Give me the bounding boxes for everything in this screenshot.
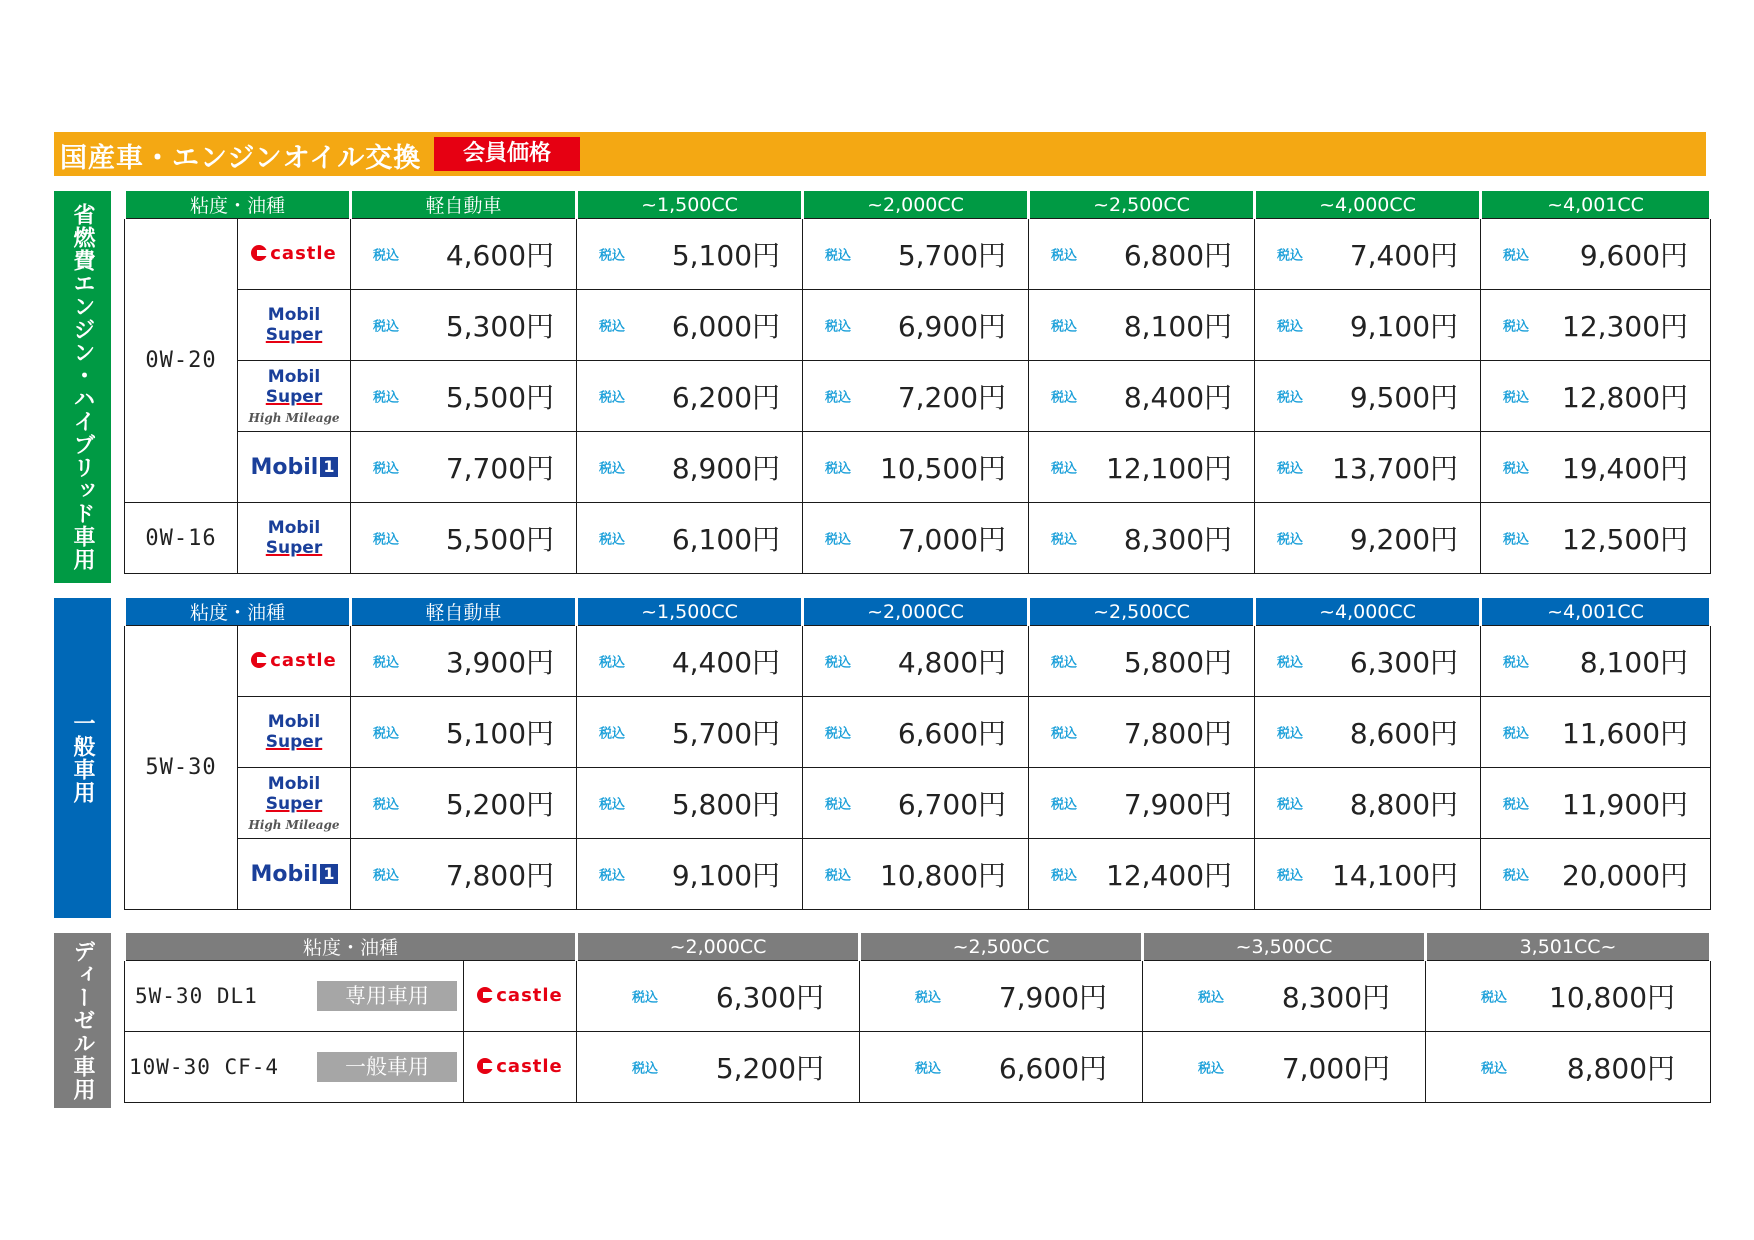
- price-value: 12,400円: [1106, 859, 1233, 892]
- diesel-band-label: ディーゼル車用: [70, 940, 95, 1101]
- price-cell: [1426, 961, 1711, 1032]
- brand-text: Super: [265, 732, 323, 752]
- price-value: 5,500円: [445, 381, 555, 414]
- price-cell: [803, 219, 1029, 290]
- price-cell: [1255, 768, 1481, 839]
- price-cell: [1255, 361, 1481, 432]
- tax-label: 税込: [1503, 726, 1530, 742]
- grade-label: 10W-30 CF-4: [129, 1055, 280, 1079]
- price-cell: [351, 361, 577, 432]
- price-value: 9,600円: [1579, 239, 1689, 272]
- tax-label: 税込: [373, 726, 400, 742]
- price-cell: [1029, 697, 1255, 768]
- price-cell: [351, 768, 577, 839]
- price-cell: [860, 961, 1143, 1032]
- tax-label: 税込: [825, 655, 852, 671]
- brand-text: Mobil: [267, 367, 321, 387]
- tax-label: 税込: [599, 797, 626, 813]
- tax-label: 税込: [1503, 797, 1530, 813]
- price-value: 6,900円: [897, 310, 1007, 343]
- tax-label: 税込: [1277, 532, 1304, 548]
- general-price-table: [123, 598, 1712, 910]
- price-value: 8,300円: [1123, 523, 1233, 556]
- tax-label: 税込: [825, 797, 852, 813]
- table-row: [125, 1032, 1711, 1103]
- header-cell: ~3,500CC: [1143, 933, 1426, 961]
- diesel-grade-cell: [125, 961, 464, 1032]
- tax-label: 税込: [1051, 461, 1078, 477]
- price-value: 6,600円: [998, 1052, 1108, 1085]
- brand-cell: [238, 768, 351, 839]
- header-cell: ~2,500CC: [1029, 598, 1255, 626]
- price-cell: [577, 768, 803, 839]
- price-cell: [1029, 768, 1255, 839]
- price-value: 10,500円: [880, 452, 1007, 485]
- header-cell: ~1,500CC: [577, 598, 803, 626]
- price-value: 12,500円: [1562, 523, 1689, 556]
- price-cell: [1255, 697, 1481, 768]
- price-value: 9,100円: [1349, 310, 1459, 343]
- price-value: 6,300円: [1349, 646, 1459, 679]
- price-cell: [1029, 361, 1255, 432]
- price-cell: [1029, 626, 1255, 697]
- price-value: 5,800円: [1123, 646, 1233, 679]
- price-value: 4,800円: [897, 646, 1007, 679]
- tax-label: 税込: [1277, 655, 1304, 671]
- tax-label: 税込: [1503, 248, 1530, 264]
- price-value: 10,800円: [1549, 981, 1676, 1014]
- price-cell: [351, 290, 577, 361]
- mobil-super-logo: [266, 518, 322, 558]
- grade-label: 5W-30 DL1: [135, 984, 258, 1008]
- price-value: 7,700円: [445, 452, 555, 485]
- tax-label: 税込: [825, 390, 852, 406]
- price-cell: [577, 432, 803, 503]
- castle-mark-icon: [477, 1058, 493, 1074]
- tax-label: 税込: [1503, 390, 1530, 406]
- brand-text: castle: [496, 984, 563, 1006]
- castle-mark-icon: [251, 245, 267, 261]
- price-value: 9,500円: [1349, 381, 1459, 414]
- price-value: 4,600円: [445, 239, 555, 272]
- price-value: 4,400円: [671, 646, 781, 679]
- table-row: [125, 361, 1711, 432]
- tax-label: 税込: [1051, 390, 1078, 406]
- price-value: 8,800円: [1349, 788, 1459, 821]
- price-cell: [577, 361, 803, 432]
- price-cell: [860, 1032, 1143, 1103]
- header-cell: 軽自動車: [351, 598, 577, 626]
- header-cell: ~2,000CC: [577, 933, 860, 961]
- tax-label: 税込: [1503, 319, 1530, 335]
- tax-label: 税込: [599, 655, 626, 671]
- brand-text: castle: [270, 649, 337, 671]
- brand-cell: [464, 961, 577, 1032]
- tax-label: 税込: [1277, 390, 1304, 406]
- price-cell: [1029, 432, 1255, 503]
- table-header: [125, 598, 1711, 626]
- table-row: [125, 768, 1711, 839]
- brand-cell: [238, 432, 351, 503]
- price-value: 5,100円: [445, 717, 555, 750]
- price-value: 5,700円: [897, 239, 1007, 272]
- price-cell: [803, 432, 1029, 503]
- price-cell: [1481, 768, 1711, 839]
- price-value: 6,600円: [897, 717, 1007, 750]
- tax-label: 税込: [1277, 461, 1304, 477]
- price-cell: [577, 1032, 860, 1103]
- brand-cell: [464, 1032, 577, 1103]
- tax-label: 税込: [1277, 248, 1304, 264]
- price-value: 5,100円: [671, 239, 781, 272]
- eco-band-label: 省燃費エンジン・ハイブリッド車用: [70, 203, 95, 571]
- header-cell: 3,501CC~: [1426, 933, 1711, 961]
- brand-cell: [238, 626, 351, 697]
- brand-text: Super: [265, 794, 323, 814]
- header-cell: ~4,001CC: [1481, 191, 1711, 219]
- tax-label: 税込: [825, 248, 852, 264]
- price-value: 11,600円: [1562, 717, 1689, 750]
- tax-label: 税込: [1277, 319, 1304, 335]
- castle-mark-icon: [477, 987, 493, 1003]
- brand-text: castle: [270, 242, 337, 264]
- table-row: [125, 697, 1711, 768]
- diesel-band: [54, 933, 111, 1108]
- diesel-price-table: [123, 933, 1712, 1103]
- brand-text: Mobil: [250, 861, 319, 887]
- castle-logo: [477, 985, 563, 1006]
- price-cell: [351, 839, 577, 910]
- mobil-super-hm-logo: [238, 774, 350, 832]
- price-value: 7,000円: [1281, 1052, 1391, 1085]
- usage-tag: 一般車用: [317, 1052, 457, 1082]
- price-cell: [1481, 503, 1711, 574]
- tax-label: 税込: [825, 868, 852, 884]
- price-cell: [351, 503, 577, 574]
- price-cell: [803, 290, 1029, 361]
- price-value: 9,200円: [1349, 523, 1459, 556]
- price-value: 6,200円: [671, 381, 781, 414]
- price-value: 6,000円: [671, 310, 781, 343]
- header-cell: ~1,500CC: [577, 191, 803, 219]
- header-cell: ~4,000CC: [1255, 598, 1481, 626]
- price-cell: [803, 626, 1029, 697]
- castle-mark-icon: [251, 652, 267, 668]
- tax-label: 税込: [1051, 726, 1078, 742]
- price-cell: [803, 697, 1029, 768]
- price-value: 5,200円: [445, 788, 555, 821]
- eco-price-table: [123, 191, 1712, 574]
- grade-cell: 0W-20: [125, 219, 238, 503]
- castle-logo: [251, 243, 337, 264]
- brand-cell: [238, 219, 351, 290]
- tax-label: 税込: [1481, 1061, 1508, 1077]
- table-row: [125, 503, 1711, 574]
- usage-tag: 専用車用: [317, 981, 457, 1011]
- brand-text: High Mileage: [248, 411, 340, 425]
- header-cell: 粘度・油種: [125, 191, 351, 219]
- price-value: 10,800円: [880, 859, 1007, 892]
- tax-label: 税込: [1503, 461, 1530, 477]
- price-cell: [1255, 432, 1481, 503]
- price-value: 7,800円: [445, 859, 555, 892]
- tax-label: 税込: [599, 461, 626, 477]
- table-header: [125, 191, 1711, 219]
- tax-label: 税込: [599, 868, 626, 884]
- diesel-grade-cell: [125, 1032, 464, 1103]
- price-value: 6,700円: [897, 788, 1007, 821]
- price-value: 7,200円: [897, 381, 1007, 414]
- price-value: 8,100円: [1123, 310, 1233, 343]
- brand-text: High Mileage: [248, 818, 340, 832]
- price-value: 8,900円: [671, 452, 781, 485]
- price-value: 8,100円: [1579, 646, 1689, 679]
- price-value: 5,700円: [671, 717, 781, 750]
- tax-label: 税込: [1051, 319, 1078, 335]
- price-value: 6,100円: [671, 523, 781, 556]
- castle-logo: [477, 1056, 563, 1077]
- tax-label: 税込: [599, 390, 626, 406]
- price-cell: [1481, 361, 1711, 432]
- tax-label: 税込: [373, 390, 400, 406]
- brand-cell: [238, 503, 351, 574]
- brand-text: Super: [265, 538, 323, 558]
- price-cell: [1255, 626, 1481, 697]
- price-value: 8,400円: [1123, 381, 1233, 414]
- price-value: 7,900円: [998, 981, 1108, 1014]
- general-band-label: 一般車用: [70, 712, 95, 804]
- price-cell: [351, 626, 577, 697]
- price-cell: [577, 503, 803, 574]
- tax-label: 税込: [1277, 868, 1304, 884]
- price-cell: [351, 697, 577, 768]
- eco-band: [54, 191, 111, 583]
- price-value: 7,900円: [1123, 788, 1233, 821]
- table-row: [125, 290, 1711, 361]
- price-cell: [1481, 290, 1711, 361]
- price-cell: [1143, 1032, 1426, 1103]
- mobil1-logo: [251, 455, 338, 480]
- tax-label: 税込: [373, 532, 400, 548]
- price-cell: [577, 961, 860, 1032]
- price-cell: [1481, 839, 1711, 910]
- tax-label: 税込: [632, 990, 659, 1006]
- price-value: 8,300円: [1281, 981, 1391, 1014]
- tax-label: 税込: [915, 990, 942, 1006]
- price-value: 12,800円: [1562, 381, 1689, 414]
- price-cell: [1029, 839, 1255, 910]
- tax-label: 税込: [599, 319, 626, 335]
- tax-label: 税込: [1277, 797, 1304, 813]
- price-cell: [1255, 219, 1481, 290]
- brand-text: 1: [320, 864, 337, 884]
- price-cell: [351, 432, 577, 503]
- brand-text: Mobil: [267, 712, 321, 732]
- tax-label: 税込: [599, 726, 626, 742]
- mobil-super-hm-logo: [238, 367, 350, 425]
- tax-label: 税込: [825, 532, 852, 548]
- tax-label: 税込: [1051, 532, 1078, 548]
- tax-label: 税込: [1051, 797, 1078, 813]
- price-cell: [1143, 961, 1426, 1032]
- price-value: 7,800円: [1123, 717, 1233, 750]
- brand-text: Mobil: [267, 305, 321, 325]
- price-cell: [803, 768, 1029, 839]
- mobil-super-logo: [266, 712, 322, 752]
- price-cell: [1029, 503, 1255, 574]
- tax-label: 税込: [825, 461, 852, 477]
- price-value: 5,500円: [445, 523, 555, 556]
- tax-label: 税込: [1198, 990, 1225, 1006]
- price-cell: [577, 626, 803, 697]
- brand-cell: [238, 361, 351, 432]
- brand-text: Mobil: [267, 774, 321, 794]
- price-value: 8,600円: [1349, 717, 1459, 750]
- title-bar: [54, 132, 1706, 176]
- table-row: [125, 626, 1711, 697]
- table-row: [125, 839, 1711, 910]
- price-value: 19,400円: [1562, 452, 1689, 485]
- brand-cell: [238, 697, 351, 768]
- price-value: 8,800円: [1566, 1052, 1676, 1085]
- brand-text: castle: [496, 1055, 563, 1077]
- tax-label: 税込: [915, 1061, 942, 1077]
- price-cell: [577, 697, 803, 768]
- header-cell: 粘度・油種: [125, 598, 351, 626]
- price-value: 5,300円: [445, 310, 555, 343]
- price-cell: [1029, 290, 1255, 361]
- price-value: 6,800円: [1123, 239, 1233, 272]
- header-cell: ~2,000CC: [803, 191, 1029, 219]
- header-cell: ~4,000CC: [1255, 191, 1481, 219]
- grade-cell: 0W-16: [125, 503, 238, 574]
- price-value: 13,700円: [1332, 452, 1459, 485]
- price-cell: [1255, 839, 1481, 910]
- price-value: 5,800円: [671, 788, 781, 821]
- header-cell: ~2,500CC: [1029, 191, 1255, 219]
- header-cell: 粘度・油種: [125, 933, 577, 961]
- price-cell: [1255, 290, 1481, 361]
- price-value: 7,400円: [1349, 239, 1459, 272]
- price-cell: [1029, 219, 1255, 290]
- brand-text: Mobil: [267, 518, 321, 538]
- tax-label: 税込: [1198, 1061, 1225, 1077]
- table-row: [125, 432, 1711, 503]
- brand-text: 1: [320, 457, 337, 477]
- tax-label: 税込: [1503, 868, 1530, 884]
- price-cell: [1481, 432, 1711, 503]
- tax-label: 税込: [599, 248, 626, 264]
- price-value: 7,000円: [897, 523, 1007, 556]
- tax-label: 税込: [825, 319, 852, 335]
- header-cell: ~4,001CC: [1481, 598, 1711, 626]
- tax-label: 税込: [373, 868, 400, 884]
- mobil1-logo: [251, 862, 338, 887]
- price-cell: [577, 219, 803, 290]
- tax-label: 税込: [1051, 655, 1078, 671]
- tax-label: 税込: [373, 248, 400, 264]
- header-cell: 軽自動車: [351, 191, 577, 219]
- castle-logo: [251, 650, 337, 671]
- tax-label: 税込: [1481, 990, 1508, 1006]
- price-value: 11,900円: [1562, 788, 1689, 821]
- price-value: 12,300円: [1562, 310, 1689, 343]
- table-row: [125, 219, 1711, 290]
- tax-label: 税込: [373, 797, 400, 813]
- brand-text: Mobil: [250, 454, 319, 480]
- header-cell: ~2,500CC: [860, 933, 1143, 961]
- tax-label: 税込: [1277, 726, 1304, 742]
- price-cell: [1481, 697, 1711, 768]
- brand-text: Super: [265, 387, 323, 407]
- member-price-badge: 会員価格: [434, 137, 580, 171]
- tax-label: 税込: [599, 532, 626, 548]
- price-value: 5,200円: [715, 1052, 825, 1085]
- price-cell: [1255, 503, 1481, 574]
- price-cell: [577, 290, 803, 361]
- tax-label: 税込: [1051, 248, 1078, 264]
- price-value: 20,000円: [1562, 859, 1689, 892]
- tax-label: 税込: [1503, 532, 1530, 548]
- brand-cell: [238, 839, 351, 910]
- table-row: [125, 961, 1711, 1032]
- tax-label: 税込: [825, 726, 852, 742]
- table-header: [125, 933, 1711, 961]
- mobil-super-logo: [266, 305, 322, 345]
- price-cell: [351, 219, 577, 290]
- tax-label: 税込: [632, 1061, 659, 1077]
- price-cell: [1481, 219, 1711, 290]
- price-cell: [803, 839, 1029, 910]
- price-value: 14,100円: [1332, 859, 1459, 892]
- price-cell: [803, 361, 1029, 432]
- price-cell: [1426, 1032, 1711, 1103]
- tax-label: 税込: [373, 319, 400, 335]
- brand-cell: [238, 290, 351, 361]
- tax-label: 税込: [1503, 655, 1530, 671]
- general-band: [54, 598, 111, 918]
- price-value: 9,100円: [671, 859, 781, 892]
- price-value: 3,900円: [445, 646, 555, 679]
- tax-label: 税込: [373, 461, 400, 477]
- header-cell: ~2,000CC: [803, 598, 1029, 626]
- price-cell: [1481, 626, 1711, 697]
- page-title: 国産車・エンジンオイル交換: [60, 143, 422, 174]
- price-value: 6,300円: [715, 981, 825, 1014]
- tax-label: 税込: [1051, 868, 1078, 884]
- price-cell: [803, 503, 1029, 574]
- price-value: 12,100円: [1106, 452, 1233, 485]
- price-cell: [577, 839, 803, 910]
- tax-label: 税込: [373, 655, 400, 671]
- brand-text: Super: [265, 325, 323, 345]
- grade-cell: 5W-30: [125, 626, 238, 910]
